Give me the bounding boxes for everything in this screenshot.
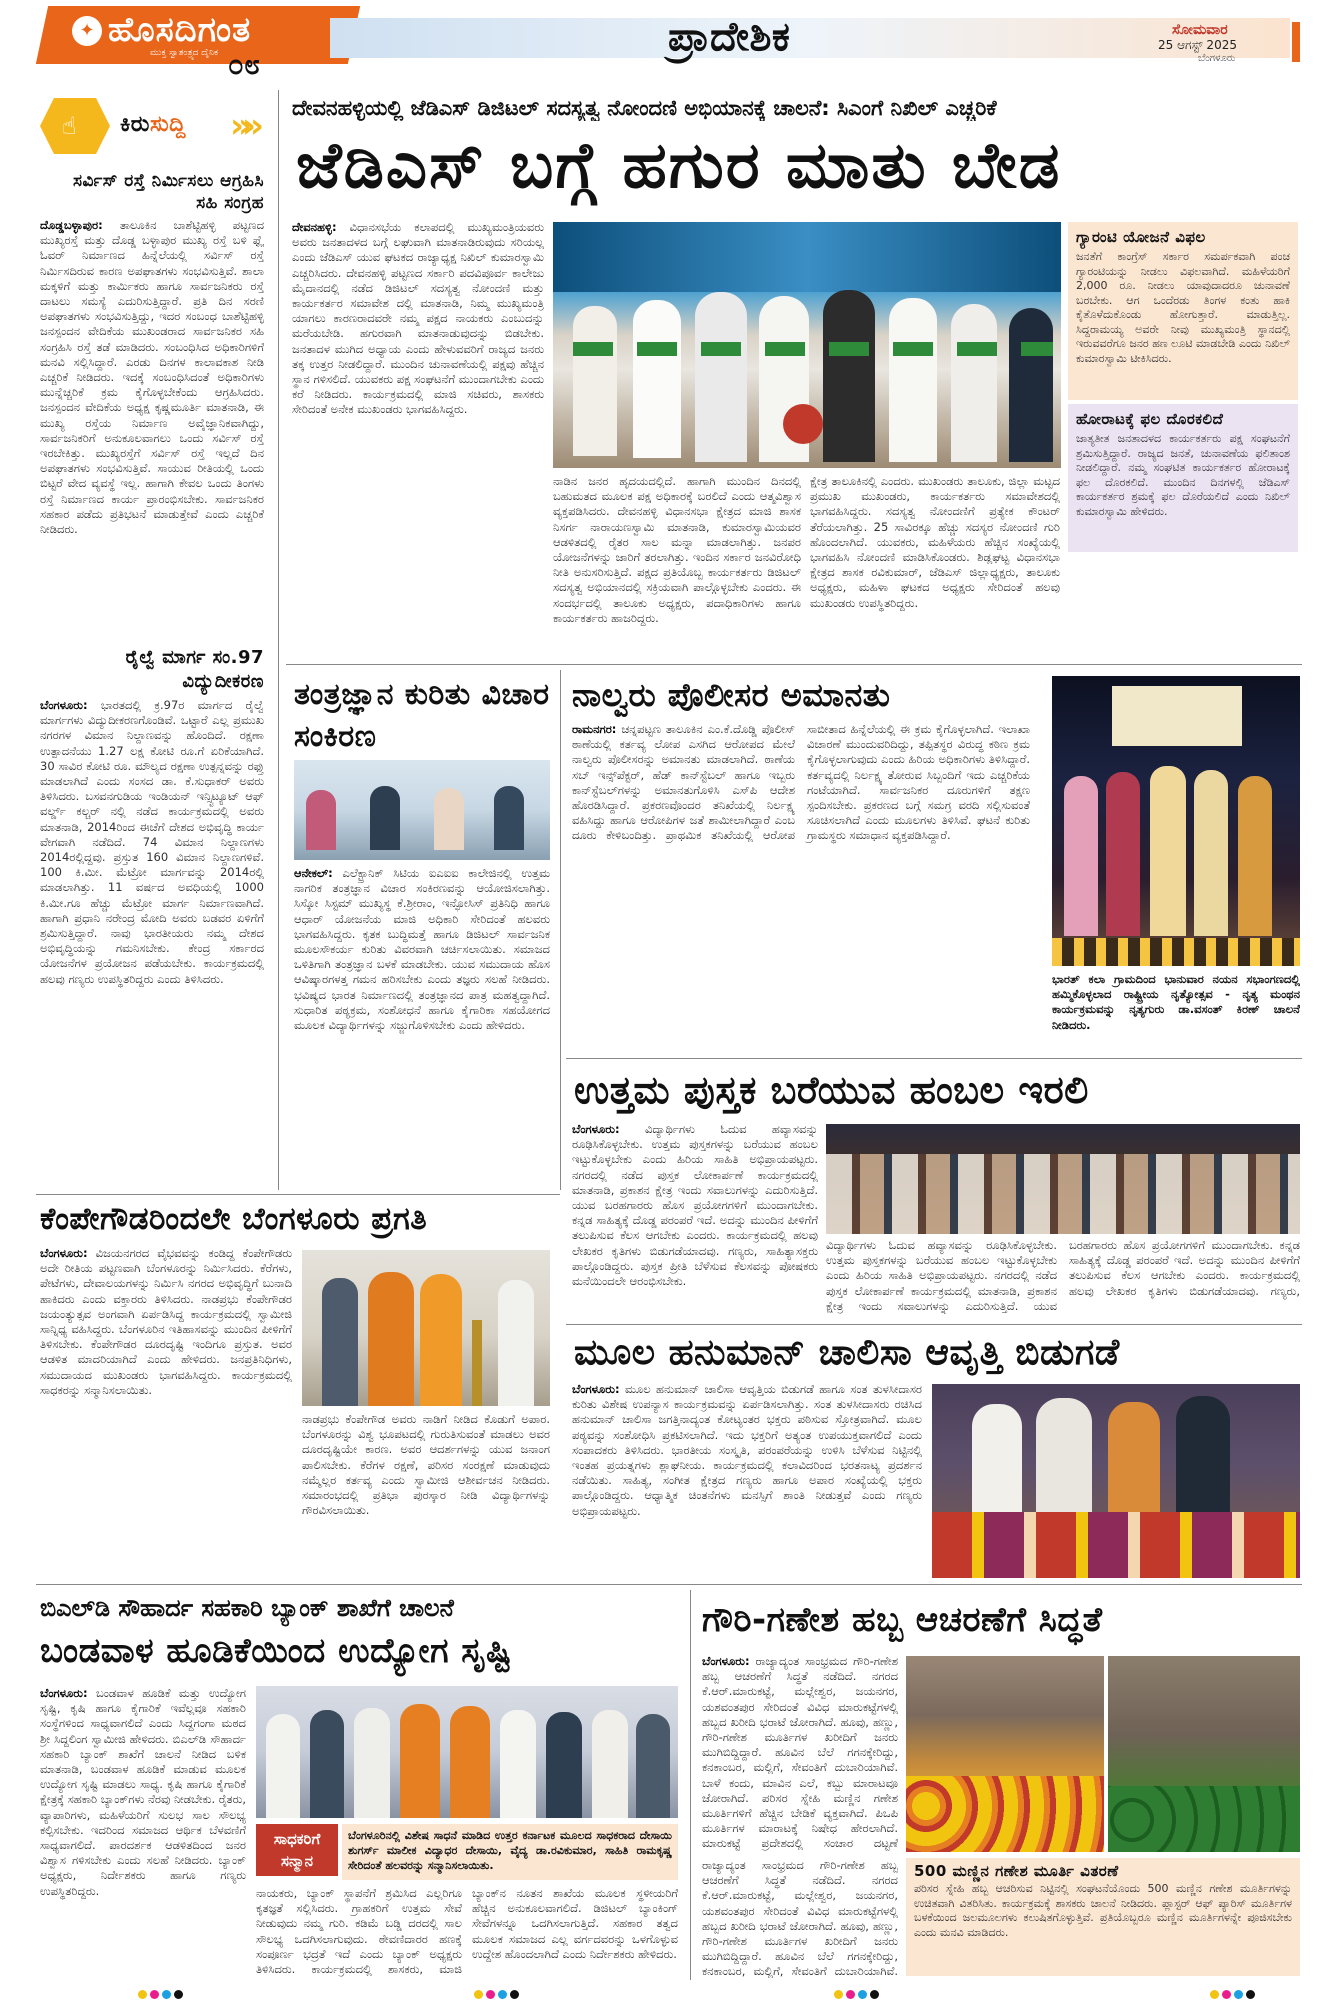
bank-col1 — [40, 1686, 246, 1978]
chevron-right-icon: »» — [230, 106, 254, 146]
police-headline[interactable]: ನಾಲ್ವರು ಪೊಲೀಸರ ಅಮಾನತು — [572, 676, 891, 714]
hanuman-dateline: ಬೆಂಗಳೂರು: — [572, 1382, 620, 1396]
photo-person — [500, 1710, 536, 1818]
photo-stage-lights — [1052, 938, 1300, 966]
photo-swamiji — [420, 1274, 462, 1406]
gauri-headline[interactable]: ಗೌರಿ-ಗಣೇಶ ಹಬ್ಬ ಆಚರಣೆಗೆ ಸಿದ್ಧತೆ — [702, 1600, 1103, 1640]
photo-person — [498, 1280, 534, 1406]
reg-dot — [1234, 1990, 1243, 1999]
brief1-headline[interactable]: ಸರ್ವಿಸ್ ರಸ್ತೆ ನಿರ್ಮಿಸಲು ಆಗ್ರಹಿಸಿ ಸಹಿ ಸಂಗ್ರಹ — [72, 171, 264, 213]
kirusuddi-banner — [40, 98, 262, 154]
masthead — [0, 0, 1338, 80]
kempe-body — [40, 1246, 292, 1576]
book-text: ವಿದ್ಯಾರ್ಥಿಗಳು ಓದುವ ಹವ್ಯಾಸವನ್ನು ರೂಢಿಸಿಕೊಳ್ಳಬೇಕು. ಉತ್ತಮ ಪುಸ್ತಕಗಳನ್ನು ಬರೆಯುವ ಹಂಬಲ ಇಟ್ಟುಕೊಳ್ಳಬೇಕು ಎಂದು ಹಿರಿಯ ಸಾಹಿತಿ ಅಭಿಪ್ರಾಯಪಟ್ಟರು. ನಗರದಲ್ಲಿ ನಡೆದ ಪುಸ್ತಕ ಲೋಕಾರ್ಪಣೆ ಕಾರ್ಯಕ್ರಮದಲ್ಲಿ ಮಾತನಾಡಿ, ಪ್ರಕಾಶನ ಕ್ಷೇತ್ರ ಇಂದು ಸವಾಲುಗಳನ್ನು ಎದುರಿಸುತ್ತಿದೆ. ಯುವ ಬರಹಗಾರರು ಹೊಸ ಪ್ರಯೋಗಗಳಿಗೆ ಮುಂದಾಗಬೇಕು. ಕನ್ನಡ ಸಾಹಿತ್ಯಕ್ಕೆ ದೊಡ್ಡ ಪರಂಪರೆ ಇದೆ. ಅದನ್ನು ಮುಂದಿನ ಪೀಳಿಗೆಗೆ ತಲುಪಿಸುವ ಕೆಲಸ ಆಗಬೇಕು ಎಂದರು. ಕಾರ್ಯಕ್ರಮದಲ್ಲಿ ಹಲವು ಲೇಖಕರ ಕೃತಿಗಳು ಬಿಡುಗಡೆಯಾದವು. ಗಣ್ಯರು, ಸಾಹಿತ್ಯಾಸಕ್ತರು ಪಾಲ್ಗೊಂಡಿದ್ದರು. ಪುಸ್ತಕ ಪ್ರೀತಿ ಬೆಳೆಸುವ ಕೆಲಸವನ್ನು ಪೋಷಕರು ಮನೆಯಿಂದಲೇ ಆರಂಭಿಸಬೇಕು. — [572, 1122, 818, 1289]
book-dateline: ಬೆಂಗಳೂರು: — [572, 1122, 620, 1136]
photo-person — [695, 292, 747, 462]
tagline: ಮುಕ್ತ ಸ್ವಾತಂತ್ರ್ಯದ ದೈನಿಕ — [150, 48, 219, 58]
reg-dot — [474, 1990, 483, 1999]
reg-dot — [174, 1990, 183, 1999]
hand-icon: ☝ — [62, 112, 77, 140]
column-rule — [690, 1590, 691, 1980]
photo-person — [573, 306, 617, 456]
photo-person — [1009, 308, 1053, 462]
photo-person — [636, 1714, 670, 1818]
reg-dot — [150, 1990, 159, 1999]
hanuman-text: ಮೂಲ ಹನುಮಾನ್ ಚಾಲಿಸಾ ಆವೃತ್ತಿಯ ಬಿಡುಗಡೆ ಹಾಗೂ ಸಂತ ತುಳಸೀದಾಸರ ಕುರಿತು ವಿಶೇಷ ಉಪನ್ಯಾಸ ಕಾರ್ಯಕ್ರಮವನ್ನು ಏರ್ಪಡಿಸಲಾಗಿತ್ತು. ಸಂತ ತುಳಸೀದಾಸರು ರಚಿಸಿದ ಹನುಮಾನ್ ಚಾಲಿಸಾ ಜಗತ್ತಿನಾದ್ಯಂತ ಕೋಟ್ಯಂತರ ಭಕ್ತರು ಪಠಿಸುವ ಸ್ತೋತ್ರವಾಗಿದೆ. ಮೂಲ ಪಠ್ಯವನ್ನು ಸಂಶೋಧಿಸಿ ಪ್ರಕಟಿಸಲಾಗಿದೆ. ಇದು ಭಕ್ತರಿಗೆ ಅತ್ಯಂತ ಉಪಯುಕ್ತವಾಗಲಿದೆ ಎಂದು ಸಂಪಾದಕರು ತಿಳಿಸಿದರು. ಭಾರತೀಯ ಸಂಸ್ಕೃತಿ, ಪರಂಪರೆಯನ್ನು ಉಳಿಸಿ ಬೆಳೆಸುವ ನಿಟ್ಟಿನಲ್ಲಿ ಇಂತಹ ಪ್ರಯತ್ನಗಳು ಶ್ಲಾಘನೀಯ. ಕಾರ್ಯಕ್ರಮದಲ್ಲಿ ಕಲಾವಿದರಿಂದ ಭರತನಾಟ್ಯ ಪ್ರದರ್ಶನ ನಡೆಯಿತು. ಸಾಹಿತ್ಯ, ಸಂಗೀತ ಕ್ಷೇತ್ರದ ಗಣ್ಯರು ಹಾಗೂ ಅಪಾರ ಸಂಖ್ಯೆಯಲ್ಲಿ ಭಕ್ತರು ಪಾಲ್ಗೊಂಡಿದ್ದರು. ಆಧ್ಯಾತ್ಮಿಕ ಚಿಂತನೆಗಳು ಮನಸ್ಸಿಗೆ ಶಾಂತಿ ನೀಡುತ್ತವೆ ಎಂದು ಗಣ್ಯರು ಅಭಿಪ್ರಾಯಪಟ್ಟರು. — [572, 1382, 922, 1518]
section-title: ಪ್ರಾದೇಶಿಕ — [668, 14, 791, 60]
lead-kicker[interactable]: ದೇವನಹಳ್ಳಿಯಲ್ಲಿ ಜೆಡಿಎಸ್ ಡಿಜಿಟಲ್ ಸದಸ್ಯತ್ವ ನೋಂದಣಿ ಅಭಿಯಾನಕ್ಕೆ ಚಾಲನೆ: ಸಿಎಂಗೆ ನಿಖಿಲ್ ಎಚ್ಚರಿಕೆ — [292, 96, 997, 120]
lead-dateline: ದೇವನಹಳ್ಳಿ: — [292, 220, 337, 234]
reg-dot — [1246, 1990, 1255, 1999]
gauri-fruit-photo — [1108, 1656, 1300, 1852]
color-registration-marks — [138, 1990, 183, 1999]
brief2-text: ಭಾರತದಲ್ಲಿ ಕ್ರ.97ರ ಮಾರ್ಗದ ರೈಲ್ವೆ ಮಾರ್ಗಗಳು ವಿದ್ಯುದೀಕರಣಗೊಂಡಿವೆ. ಒಟ್ಟಾರೆ ಎಲ್ಲ ಪ್ರಮುಖ ನಗರಗಳ ವಿಮಾನ ನಿಲ್ದಾಣವನ್ನು ಹೊಂದಿದೆ. ರಕ್ಷಣಾ ಉತ್ಪಾದನೆಯು 1.27 ಲಕ್ಷ ಕೋಟಿ ರೂ.ಗೆ ಏರಿಕೆಯಾಗಿದೆ. 30 ಸಾವಿರ ಕೋಟಿ ರೂ. ಮೌಲ್ಯದ ರಕ್ಷಣಾ ಉತ್ಪನ್ನವನ್ನು ರಫ್ತು ಮಾಡಲಾಗಿದೆ ಎಂದು ಸಂಸದ ಡಾ. ಕೆ.ಸುಧಾಕರ್ ಅವರು ತಿಳಿಸಿದರು. ಬಸವನಗುಡಿಯ ಇಂಡಿಯನ್ ಇನ್ಸ್ಟಿಟ್ಯೂಟ್ ಆಫ್ ವರ್ಲ್ಡ್ ಕಲ್ಚರ್ ನಲ್ಲಿ ನಡೆದ ಕಾರ್ಯಕ್ರಮದಲ್ಲಿ ಅವರು ಮಾತನಾಡಿ, 2014ರಿಂದ ಈಚೆಗೆ ದೇಶದ ಅಭಿವೃದ್ಧಿ ಕಾರ್ಯ ವೇಗವಾಗಿ ನಡೆದಿದೆ. 74 ವಿಮಾನ ನಿಲ್ದಾಣಗಳು 2014ರಲ್ಲಿದ್ದವು. ಪ್ರಸ್ತುತ 160 ವಿಮಾನ ನಿಲ್ದಾಣಗಳಿವೆ. 100 ಕಿ.ಮೀ. ಮೆಟ್ರೋ ಮಾರ್ಗವನ್ನು 2014ರಲ್ಲಿ ಮಾಡಲಾಗಿತ್ತು. 11 ವರ್ಷದ ಅವಧಿಯಲ್ಲಿ 1000 ಕಿ.ಮೀ.ಗೂ ಹೆಚ್ಚು ಮೆಟ್ರೋ ಮಾರ್ಗ ನಿರ್ಮಾಣವಾಗಿದೆ. ಹಾಗಾಗಿ ಪ್ರಧಾನಿ ನರೇಂದ್ರ ಮೋದಿ ಅವರು ಬಡವರ ಏಳಿಗೆಗೆ ಶ್ರಮಿಸುತ್ತಿದ್ದಾರೆ. ನಾವು ಭಾರತೀಯರು ನಮ್ಮ ದೇಶದ ಅಭಿವೃದ್ಧಿಯನ್ನು ಗಮನಿಸಬೇಕು. ಕೇಂದ್ರ ಸರ್ಕಾರದ ಯೋಜನೆಗಳ ಪ್ರಯೋಜನ ಪಡೆಯಬೇಕು. ಕಾರ್ಯಕ್ರಮದಲ್ಲಿ ಹಲವು ಗಣ್ಯರು ಉಪಸ್ಥಿತರಿದ್ದರು ಎಂದು ತಿಳಿಸಿದರು. — [40, 698, 264, 986]
police-text: ಚನ್ನಪಟ್ಟಣ ತಾಲೂಕಿನ ಎಂ.ಕೆ.ದೊಡ್ಡಿ ಪೊಲೀಸ್ ಠಾಣೆಯಲ್ಲಿ ಕರ್ತವ್ಯ ಲೋಪ ಎಸಗಿದ ಆರೋಪದ ಮೇಲೆ ನಾಲ್ವರು ಪೊಲೀಸರನ್ನು ಅಮಾನತು ಮಾಡಲಾಗಿದೆ. ಠಾಣೆಯ ಸಬ್ ಇನ್ಸ್‌ಪೆಕ್ಟರ್, ಹೆಡ್ ಕಾನ್‌ಸ್ಟೆಬಲ್ ಹಾಗೂ ಇಬ್ಬರು ಕಾನ್‌ಸ್ಟೆಬಲ್‌ಗಳನ್ನು ಅಮಾನತುಗೊಳಿಸಿ ಎಸ್‌ಪಿ ಆದೇಶ ಹೊರಡಿಸಿದ್ದಾರೆ. ಪ್ರಕರಣವೊಂದರ ತನಿಖೆಯಲ್ಲಿ ನಿರ್ಲಕ್ಷ್ಯ ವಹಿಸಿದ್ದು ಹಾಗೂ ಆರೋಪಿಗಳ ಜತೆ ಶಾಮೀಲಾಗಿದ್ದಾರೆ ಎಂಬ ದೂರು ಕೇಳಿಬಂದಿತ್ತು. ಪ್ರಾಥಮಿಕ ತನಿಖೆಯಲ್ಲಿ ಆರೋಪ ಸಾಬೀತಾದ ಹಿನ್ನೆಲೆಯಲ್ಲಿ ಈ ಕ್ರಮ ಕೈಗೊಳ್ಳಲಾಗಿದೆ. ಇಲಾಖಾ ವಿಚಾರಣೆ ಮುಂದುವರಿದಿದ್ದು, ತಪ್ಪಿತಸ್ಥರ ವಿರುದ್ಧ ಕಠಿಣ ಕ್ರಮ ಕೈಗೊಳ್ಳಲಾಗುವುದು ಎಂದು ಹಿರಿಯ ಅಧಿಕಾರಿಗಳು ತಿಳಿಸಿದ್ದಾರೆ. ಕರ್ತವ್ಯದಲ್ಲಿ ನಿರ್ಲಕ್ಷ್ಯ ತೋರುವ ಸಿಬ್ಬಂದಿಗೆ ಇದು ಎಚ್ಚರಿಕೆಯ ಗಂಟೆಯಾಗಿದೆ. ಸಾರ್ವಜನಿಕರ ದೂರುಗಳಿಗೆ ತಕ್ಷಣ ಸ್ಪಂದಿಸಬೇಕು. ಪ್ರಕರಣದ ಬಗ್ಗೆ ಸಮಗ್ರ ವರದಿ ಸಲ್ಲಿಸುವಂತೆ ಸೂಚಿಸಲಾಗಿದೆ ಎಂದು ಮೂಲಗಳು ತಿಳಿಸಿವೆ. ಘಟನೆ ಕುರಿತು ಗ್ರಾಮಸ್ಥರು ಸಮಾಧಾನ ವ್ಯಕ್ತಪಡಿಸಿದ್ದಾರೆ. — [572, 722, 1030, 843]
bank-col2: ನಾಯಕರು, ಬ್ಯಾಂಕ್ ಸ್ಥಾಪನೆಗೆ ಶ್ರಮಿಸಿದ ಎಲ್ಲರಿಗೂ ಕೃತಜ್ಞತೆ ಸಲ್ಲಿಸಿದರು. ಗ್ರಾಹಕರಿಗೆ ಉತ್ತಮ ಸೇವೆ ನೀಡುವುದು ನಮ್ಮ ಗುರಿ. ಕಡಿಮೆ ಬಡ್ಡಿ ದರದಲ್ಲಿ ಸಾಲ ಸೌಲಭ್ಯ ಒದಗಿಸಲಾಗುವುದು. ಠೇವಣಿದಾರರ ಹಣಕ್ಕೆ ಸಂಪೂರ್ಣ ಭದ್ರತೆ ಇದೆ ಎಂದು ಬ್ಯಾಂಕ್ ಅಧ್ಯಕ್ಷರು ತಿಳಿಸಿದರು. ಕಾರ್ಯಕ್ರಮದಲ್ಲಿ ಶಾಸಕರು, ಮಾಜಿ — [256, 1886, 462, 1977]
hanuman-photo — [932, 1384, 1300, 1578]
tech-body — [294, 866, 550, 1188]
reg-dot — [1210, 1990, 1219, 1999]
weekday: ಸೋಮವಾರ — [1172, 22, 1228, 38]
reg-dot — [846, 1990, 855, 1999]
reg-dot — [834, 1990, 843, 1999]
issue-date: 25 ಆಗಸ್ಟ್ 2025 — [1158, 38, 1237, 52]
brief1-text: ತಾಲೂಕಿನ ಬಾಶೆಟ್ಟಿಹಳ್ಳಿ ಪಟ್ಟಣದ ಮುಖ್ಯರಸ್ತೆ ಮತ್ತು ದೊಡ್ಡ ಬಳ್ಳಾಪುರ ಮುಖ್ಯ ರಸ್ತೆ ಬಳಿ ಫ್ಲೈ ಓವರ್ ನಿರ್ಮಾಣದ ಹಿನ್ನೆಲೆಯಲ್ಲಿ ಸರ್ವಿಸ್ ರಸ್ತೆ ನಿರ್ಮಿಸದಿರುವ ಕಾರಣ ಅಪಘಾತಗಳು ಸಂಭವಿಸುತ್ತಿವೆ. ಶಾಲಾ ಮಕ್ಕಳಿಗೆ ಮತ್ತು ಕಾರ್ಮಿಕರು ಹಾಗೂ ಸಾರ್ವಜನಿಕರು ರಸ್ತೆ ದಾಟಲು ಸಮಸ್ಯೆ ಎದುರಿಸುತ್ತಿದ್ದಾರೆ. ಪ್ರತಿ ದಿನ ಸರಣಿ ಅಪಘಾತಗಳು ಸಂಭವಿಸುತ್ತಿದ್ದು, ಇದರ ಸಂಬಂಧ ಬಾಶೆಟ್ಟಿಹಳ್ಳಿ ಜನಸ್ಪಂದನ ವೇದಿಕೆಯ ಮುಖಂಡರಾದ ಸಾರ್ವಜನಿಕರ ಸಹಿ ಸಂಗ್ರಹಿಸಿ ರಸ್ತೆ ತಡೆ ಮಾಡಿದರು. ಸಂಬಂಧಿಸಿದ ಅಧಿಕಾರಿಗಳಿಗೆ ಮನವಿ ಸಲ್ಲಿಸಿದ್ದಾರೆ. ಎರಡು ದಿನಗಳ ಕಾಲಾವಕಾಶ ನೀಡಿ ಎಚ್ಚರಿಕೆ ನೀಡಿದರು. ಇದಕ್ಕೆ ಸಂಬಂಧಿಸಿದಂತೆ ಅಧಿಕಾರಿಗಳು ಮುನ್ನೆಚ್ಚರಿಕೆ ಕ್ರಮ ಕೈಗೊಳ್ಳಬೇಕೆಂದು ಆಗ್ರಹಿಸಿದರು. ಜನಸ್ಪಂದನ ವೇದಿಕೆಯ ಅಧ್ಯಕ್ಷ ಕೃಷ್ಣಮೂರ್ತಿ ಮಾತನಾಡಿ, ಈ ಮುಖ್ಯ ರಸ್ತೆಯ ನಿರ್ಮಾಣ ಅವೈಜ್ಞಾನಿಕವಾಗಿದ್ದು, ಸಾರ್ವಜನಿಕರಿಗೆ ಅನುಕೂಲವಾಗಲು ಒಂದು ಸರ್ವಿಸ್ ರಸ್ತೆ ಇರಬೇಕಿತ್ತು. ಮುಖ್ಯರಸ್ತೆಗೆ ಸರ್ವಿಸ್ ರಸ್ತೆ ಇಲ್ಲದೆ ದಿನ ಅಪಘಾತಗಳು ಸಂಭವಿಸುತ್ತಿವೆ. ಸಾಯುವ ರೀತಿಯಲ್ಲಿ ಒಂದು ಬಿಟ್ಟರೆ ವೇದ ವ್ಯವಸ್ಥೆ ಇಲ್ಲ. ಹಾಗಾಗಿ ಕೇವಲ ಒಂದು ತಿಂಗಳು ರಸ್ತೆ ನಿರ್ಮಾಣದ ಕಾರ್ಯ ಪ್ರಾರಂಭಿಸಬೇಕು. ಸಾರ್ವಜನಿಕರ ಸಹಕಾರ ಪಡೆದು ಪ್ರತಿಭಟನೆ ಮಾಡುತ್ತೇವೆ ಎಂದು ಎಚ್ಚರಿಕೆ ನೀಡಿದರು. — [40, 218, 264, 537]
photo-person — [889, 298, 937, 462]
kempe-text: ವಿಜಯನಗರದ ವೈಭವವನ್ನು ಕಂಡಿದ್ದ ಕೆಂಪೇಗೌಡರು ಅದೇ ರೀತಿಯ ಪಟ್ಟಣವಾಗಿ ಬೆಂಗಳೂರನ್ನು ನಿರ್ಮಿಸಿದರು. ಕೆರೆಗಳು, ಪೇಟೆಗಳು, ದೇವಾಲಯಗಳನ್ನು ನಿರ್ಮಿಸಿ ನಗರದ ಅಭಿವೃದ್ಧಿಗೆ ಬುನಾದಿ ಹಾಕಿದರು ಎಂದು ವಕ್ತಾರರು ತಿಳಿಸಿದರು. ನಾಡಪ್ರಭು ಕೆಂಪೇಗೌಡರ ಜಯಂತ್ಯುತ್ಸವ ಅಂಗವಾಗಿ ಏರ್ಪಡಿಸಿದ್ದ ಕಾರ್ಯಕ್ರಮದಲ್ಲಿ ಸ್ವಾಮೀಜಿ ಸಾನ್ನಿಧ್ಯ ವಹಿಸಿದ್ದರು. ಬೆಂಗಳೂರಿನ ಇತಿಹಾಸವನ್ನು ಮುಂದಿನ ಪೀಳಿಗೆಗೆ ತಿಳಿಸಬೇಕು. ಕೆಂಪೇಗೌಡರ ದೂರದೃಷ್ಟಿ ಇಂದಿಗೂ ಪ್ರಸ್ತುತ. ಅವರ ಆಡಳಿತ ಮಾದರಿಯಾಗಿದೆ ಎಂದು ಹೇಳಿದರು. ಜನಪ್ರತಿನಿಧಿಗಳು, ಸಮುದಾಯದ ಮುಖಂಡರು ಭಾಗವಹಿಸಿದ್ದರು. ಕಾರ್ಯಕ್ರಮದಲ್ಲಿ ಸಾಧಕರನ್ನು ಸನ್ಮಾನಿಸಲಾಯಿತು. — [40, 1246, 292, 1397]
row-rule — [566, 1324, 1302, 1325]
photo-crowd — [826, 1154, 1300, 1234]
lead-headline[interactable]: ಜೆಡಿಎಸ್ ಬಗ್ಗೆ ಹಗುರ ಮಾತು ಬೇಡ — [296, 129, 1062, 203]
photo-panelist — [434, 788, 464, 850]
photo-person — [266, 1714, 300, 1818]
lead-col1-text: ವಿಧಾನಸಭೆಯ ಕಲಾಪದಲ್ಲಿ ಮುಖ್ಯಮಂತ್ರಿಯವರು ಅವರು ಜನತಾದಳದ ಬಗ್ಗೆ ಲಘುವಾಗಿ ಮಾತನಾಡಿರುವುದು ಸರಿಯಲ್ಲ ಎಂದು ಜೆಡಿಎಸ್ ಯುವ ಘಟಕದ ರಾಜ್ಯಾಧ್ಯಕ್ಷ ನಿಖಿಲ್ ಕುಮಾರಸ್ವಾಮಿ ಎಚ್ಚರಿಸಿದರು. ದೇವನಹಳ್ಳಿ ಪಟ್ಟಣದ ಸರ್ಕಾರಿ ಪದವಿಪೂರ್ವ ಕಾಲೇಜು ಮೈದಾನದಲ್ಲಿ ನಡೆದ ಡಿಜಿಟಲ್ ಸದಸ್ಯತ್ವ ನೋಂದಣಿ ಮತ್ತು ಕಾರ್ಯಕರ್ತರ ಸಮಾವೇಶ ದಲ್ಲಿ ಮಾತನಾಡಿ, ನಿಮ್ಮ ಮುಖ್ಯಮಂತ್ರಿ ಯಾಗಲು ಕಾರಣರಾದವರೇ ನಮ್ಮ ಪಕ್ಷದ ನಾಯಕರು ಎಂಬುದನ್ನು ಮರೆಯಬೇಡಿ. ಹಗುರವಾಗಿ ಮಾತನಾಡುವುದನ್ನು ಬಿಡಬೇಕು. ಜನತಾದಳ ಮುಗಿದ ಅಧ್ಯಾಯ ಎಂದು ಹೇಳುವವರಿಗೆ ರಾಜ್ಯದ ಜನರು ತಕ್ಕ ಉತ್ತರ ನೀಡಲಿದ್ದಾರೆ. ಮುಂದಿನ ಚುನಾವಣೆಯಲ್ಲಿ ಪಕ್ಷವು ಹೆಚ್ಚಿನ ಸ್ಥಾನ ಗಳಿಸಲಿದೆ. ಯುವಕರು ಪಕ್ಷ ಸಂಘಟನೆಗೆ ಮುಂದಾಗಬೇಕು ಎಂದು ಕರೆ ನೀಡಿದರು. ಕಾರ್ಯಕ್ರಮದಲ್ಲಿ ಮಾಜಿ ಸಚಿವರು, ಶಾಸಕರು ಸೇರಿದಂತೆ ಅನೇಕ ಮುಖಂಡರು ಭಾಗವಹಿಸಿದ್ದರು. — [292, 220, 544, 417]
lead-col2: ನಾಡಿನ ಜನರ ಹೃದಯದಲ್ಲಿದೆ. ಹಾಗಾಗಿ ಮುಂದಿನ ದಿನದಲ್ಲಿ ಬಹುಮತದ ಮೂಲಕ ಪಕ್ಷ ಅಧಿಕಾರಕ್ಕೆ ಬರಲಿದೆ ಎಂದು ಆತ್ಮವಿಶ್ವಾಸ ವ್ಯಕ್ತಪಡಿಸಿದರು. ದೇವನಹಳ್ಳಿ ವಿಧಾನಸಭಾ ಕ್ಷೇತ್ರದ ಮಾಜಿ ಶಾಸಕ ನಿಸರ್ಗ ನಾರಾಯಣಸ್ವಾಮಿ ಮಾತನಾಡಿ, ಕುಮಾರಸ್ವಾಮಿಯವರ ಆಡಳಿತದಲ್ಲಿ ರೈತರ ಸಾಲ ಮನ್ನಾ ಮಾಡಲಾಗಿತ್ತು. ಜನಪರ ಯೋಜನೆಗಳನ್ನು ಜಾರಿಗೆ ತರಲಾಗಿತ್ತು. ಇಂದಿನ ಸರ್ಕಾರ ಜನವಿರೋಧಿ ನೀತಿ ಅನುಸರಿಸುತ್ತಿದೆ. ಪಕ್ಷದ ಪ್ರತಿಯೊಬ್ಬ ಕಾರ್ಯಕರ್ತರು ಡಿಜಿಟಲ್ ಸದಸ್ಯತ್ವ ಅಭಿಯಾನದಲ್ಲಿ ಸಕ್ರಿಯವಾಗಿ ಪಾಲ್ಗೊಳ್ಳಬೇಕು ಎಂದರು. ಈ ಸಂದರ್ಭದಲ್ಲಿ ತಾಲೂಕು ಅಧ್ಯಕ್ಷರು, ಪದಾಧಿಕಾರಿಗಳು ಹಾಗೂ ಕಾರ್ಯಕರ್ತರು ಹಾಜರಿದ್ದರು. — [553, 474, 801, 625]
gauri-body-cont — [702, 1858, 898, 1978]
gauri-box — [906, 1858, 1300, 1976]
book-body-cont — [826, 1238, 1300, 1322]
photo-person — [1108, 1402, 1160, 1514]
photo-backdrop — [1112, 686, 1242, 746]
gauri-market-photo — [906, 1656, 1104, 1852]
brief2-dateline: ಬೆಂಗಳೂರು: — [40, 698, 88, 712]
book-text-cont: ವಿದ್ಯಾರ್ಥಿಗಳು ಓದುವ ಹವ್ಯಾಸವನ್ನು ರೂಢಿಸಿಕೊಳ್ಳಬೇಕು. ಉತ್ತಮ ಪುಸ್ತಕಗಳನ್ನು ಬರೆಯುವ ಹಂಬಲ ಇಟ್ಟುಕೊಳ್ಳಬೇಕು ಎಂದು ಹಿರಿಯ ಸಾಹಿತಿ ಅಭಿಪ್ರಾಯಪಟ್ಟರು. ನಗರದಲ್ಲಿ ನಡೆದ ಪುಸ್ತಕ ಲೋಕಾರ್ಪಣೆ ಕಾರ್ಯಕ್ರಮದಲ್ಲಿ ಮಾತನಾಡಿ, ಪ್ರಕಾಶನ ಕ್ಷೇತ್ರ ಇಂದು ಸವಾಲುಗಳನ್ನು ಎದುರಿಸುತ್ತಿದೆ. ಯುವ ಬರಹಗಾರರು ಹೊಸ ಪ್ರಯೋಗಗಳಿಗೆ ಮುಂದಾಗಬೇಕು. ಕನ್ನಡ ಸಾಹಿತ್ಯಕ್ಕೆ ದೊಡ್ಡ ಪರಂಪರೆ ಇದೆ. ಅದನ್ನು ಮುಂದಿನ ಪೀಳಿಗೆಗೆ ತಲುಪಿಸುವ ಕೆಲಸ ಆಗಬೇಕು ಎಂದರು. ಕಾರ್ಯಕ್ರಮದಲ್ಲಿ ಹಲವು ಲೇಖಕರ ಕೃತಿಗಳು ಬಿಡುಗಡೆಯಾದವು. ಗಣ್ಯರು, — [826, 1238, 1300, 1313]
photo-person — [1036, 1398, 1092, 1514]
side2-body: ಜಾತ್ಯತೀತ ಜನತಾದಳದ ಕಾರ್ಯಕರ್ತರು ಪಕ್ಷ ಸಂಘಟನೆಗೆ ಶ್ರಮಿಸುತ್ತಿದ್ದಾರೆ. ರಾಜ್ಯದ ಜನತೆ, ಚುನಾವಣೆಯ ಫಲಿತಾಂಶ ನೀಡಲಿದ್ದಾರೆ. ನಮ್ಮ ಸಂಘಟಿತ ಕಾರ್ಯಕರ್ತರ ಹೋರಾಟಕ್ಕೆ ಫಲ ದೊರಕಲಿದೆ. ಮುಂದಿನ ದಿನಗಳಲ್ಲಿ ಜೆಡಿಎಸ್ ಕಾರ್ಯಕರ್ತರ ಶ್ರಮಕ್ಕೆ ಫಲ ದೊರೆಯಲಿದೆ ಎಂದು ನಿಖಿಲ್ ಕುಮಾರಸ್ವಾಮಿ ಹೇಳಿದರು. — [1076, 432, 1290, 518]
photo-dancers — [932, 1512, 1300, 1578]
photo-person — [951, 304, 997, 462]
bank-col3: ಬ್ಯಾಂಕ್‌ನ ನೂತನ ಶಾಖೆಯ ಮೂಲಕ ಸ್ಥಳೀಯರಿಗೆ ಹೆಚ್ಚಿನ ಅನುಕೂಲವಾಗಲಿದೆ. ಡಿಜಿಟಲ್ ಬ್ಯಾಂಕಿಂಗ್ ಸೇವೆಗಳನ್ನೂ ಒದಗಿಸಲಾಗುತ್ತಿದೆ. ಸಹಕಾರ ತತ್ವದ ಮೂಲಕ ಸಮಾಜದ ಎಲ್ಲ ವರ್ಗದವರನ್ನು ಒಳಗೊಳ್ಳುವ ಉದ್ದೇಶ ಹೊಂದಲಾಗಿದೆ ಎಂದು ನಿರ್ದೇಶಕರು ಹೇಳಿದರು. — [472, 1886, 678, 1961]
photo-person — [1106, 772, 1140, 936]
photo-person — [310, 1710, 344, 1818]
photo-person — [972, 1404, 1022, 1514]
brief1-body — [40, 218, 264, 640]
tech-headline[interactable]: ತಂತ್ರಜ್ಞಾನ ಕುರಿತು ವಿಚಾರ ಸಂಕಿರಣ — [294, 677, 550, 754]
reg-dot — [138, 1990, 147, 1999]
reg-dot — [498, 1990, 507, 1999]
bank-kicker[interactable]: ಬಿಎಲ್‌ಡಿ ಸೌಹಾರ್ದ ಸಹಕಾರಿ ಬ್ಯಾಂಕ್ ಶಾಖೆಗೆ ಚಾಲನೆ — [40, 1594, 454, 1622]
logo-icon: ✦ — [72, 16, 102, 46]
reg-dot — [486, 1990, 495, 1999]
dance-photo — [1052, 676, 1300, 966]
hanuman-headline[interactable]: ಮೂಲ ಹನುಮಾನ್ ಚಾಲಿಸಾ ಆವೃತ್ತಿ ಬಿಡುಗಡೆ — [574, 1332, 1120, 1373]
section-band — [330, 18, 1290, 58]
police-body — [572, 722, 1030, 1052]
bank-col1-text: ಬಂಡವಾಳ ಹೂಡಿಕೆ ಮತ್ತು ಉದ್ಯೋಗ ಸೃಷ್ಟಿ, ಕೃಷಿ ಹಾಗೂ ಕೈಗಾರಿಕೆ ಇವೆಲ್ಲವೂ ಸಹಕಾರಿ ಸಂಸ್ಥೆಗಳಿಂದ ಸಾಧ್ಯವಾಗಲಿದೆ ಎಂದು ಸಿದ್ದಗಂಗಾ ಮಠದ ಶ್ರೀ ಸಿದ್ದಲಿಂಗ ಸ್ವಾಮೀಜಿ ಹೇಳಿದರು. ಬಿಎಲ್‌ಡಿ ಸೌಹಾರ್ದ ಸಹಕಾರಿ ಬ್ಯಾಂಕ್ ಶಾಖೆಗೆ ಚಾಲನೆ ನೀಡಿದ ಬಳಿಕ ಮಾತನಾಡಿ, ಬಂಡವಾಳ ಹೂಡಿಕೆ ಮಾಡುವ ಮೂಲಕ ಉದ್ಯೋಗ ಸೃಷ್ಟಿ ಮಾಡಲು ಸಾಧ್ಯ. ಕೃಷಿ ಹಾಗೂ ಕೈಗಾರಿಕೆ ಕ್ಷೇತ್ರಕ್ಕೆ ಸಹಕಾರಿ ಬ್ಯಾಂಕ್‌ಗಳು ನೆರವು ನೀಡಬೇಕು. ರೈತರು, ವ್ಯಾಪಾರಿಗಳು, ಮಹಿಳೆಯರಿಗೆ ಸುಲಭ ಸಾಲ ಸೌಲಭ್ಯ ಕಲ್ಪಿಸಬೇಕು. ಇದರಿಂದ ಸಮಾಜದ ಆರ್ಥಿಕ ಬೆಳವಣಿಗೆ ಸಾಧ್ಯವಾಗಲಿದೆ. ಪಾರದರ್ಶಕ ಆಡಳಿತದಿಂದ ಜನರ ವಿಶ್ವಾಸ ಗಳಿಸಬೇಕು ಎಂದು ಸಲಹೆ ನೀಡಿದರು. ಬ್ಯಾಂಕ್ ಅಧ್ಯಕ್ಷರು, ನಿರ್ದೇಶಕರು ಹಾಗೂ ಗಣ್ಯರು ಉಪಸ್ಥಿತರಿದ್ದರು. — [40, 1686, 246, 1898]
kirusuddi-label-a: ಕಿರು — [120, 112, 150, 137]
photo-flowers — [783, 404, 823, 444]
orange-edge-bar — [1292, 22, 1300, 62]
dance-caption: ಭಾರತ್ ಕಲಾ ಗ್ರಾಮದಿಂದ ಭಾನುವಾರ ನಯನ ಸಭಾಂಗಣದಲ್ಲಿ ಹಮ್ಮಿಕೊಳ್ಳಲಾದ ರಾಷ್ಟ್ರೀಯ ನೃತ್ಯೋತ್ಸವ - ನೃತ್ಯ ಮಂಥನ ಕಾರ್ಯಕ್ರಮವನ್ನು ನೃತ್ಯಗುರು ಡಾ.ವಸಂತ್ ಕಿರಣ್ ಚಾಲನೆ ನೀಡಿದರು. — [1052, 972, 1300, 1032]
column-rule — [560, 670, 561, 1190]
kempe-headline[interactable]: ಕೆಂಪೇಗೌಡರಿಂದಲೇ ಬೆಂಗಳೂರು ಪ್ರಗತಿ — [40, 1201, 428, 1237]
gauri-dateline: ಬೆಂಗಳೂರು: — [702, 1654, 750, 1668]
side-tail-text — [1068, 558, 1298, 656]
side1-headline[interactable]: ಗ್ಯಾರಂಟಿ ಯೋಜನೆ ವಿಫಲ — [1076, 228, 1206, 246]
row-rule — [36, 1194, 560, 1195]
gauri-box-body: ಪರಿಸರ ಸ್ನೇಹಿ ಹಬ್ಬ ಆಚರಿಸುವ ನಿಟ್ಟಿನಲ್ಲಿ ಸಂಘಟನೆಯೊಂದು 500 ಮಣ್ಣಿನ ಗಣೇಶ ಮೂರ್ತಿಗಳನ್ನು ಉಚಿತವಾಗಿ ವಿತರಿಸಿತು. ಕಾರ್ಯಕ್ರಮಕ್ಕೆ ಶಾಸಕರು ಚಾಲನೆ ನೀಡಿದರು. ಪ್ಲಾಸ್ಟರ್ ಆಫ್ ಪ್ಯಾರಿಸ್ ಮೂರ್ತಿಗಳ ಬಳಕೆಯಿಂದ ಜಲಮೂಲಗಳು ಕಲುಷಿತಗೊಳ್ಳುತ್ತಿವೆ. ಪ್ರತಿಯೊಬ್ಬರೂ ಮಣ್ಣಿನ ಮೂರ್ತಿಗಳನ್ನೇ ಪೂಜಿಸಬೇಕು ಎಂದು ಮನವಿ ಮಾಡಿದರು. — [914, 1882, 1292, 1939]
photo-green-scarves — [573, 342, 1053, 356]
tech-text: ಎಲೆಕ್ಟ್ರಾನಿಕ್ ಸಿಟಿಯ ಐಎಐಐ ಕಾಲೇಜಿನಲ್ಲಿ ಉತ್ತಮ ನಾಗರಿಕ ತಂತ್ರಜ್ಞಾನ ವಿಚಾರ ಸಂಕಿರಣವನ್ನು ಆಯೋಜಿಸಲಾಗಿತ್ತು. ಸಿಸ್ಕೋ ಸಿಸ್ಟಮ್ ಮುಖ್ಯಸ್ಥ ಕೆ.ಶ್ರೀರಾಂ, ಇನ್ಫೋಸಿಸ್ ಪ್ರತಿನಿಧಿ ಹಾಗೂ ಆಧಾರ್ ಯೋಜನೆಯ ಮಾಜಿ ಅಧಿಕಾರಿ ಸೇರಿದಂತೆ ಹಲವರು ಭಾಗವಹಿಸಿದ್ದರು. ಕೃತಕ ಬುದ್ಧಿಮತ್ತೆ ಹಾಗೂ ಡಿಜಿಟಲ್ ಸಾರ್ವಜನಿಕ ಮೂಲಸೌಕರ್ಯ ಕುರಿತು ವಿವರವಾಗಿ ಚರ್ಚಿಸಲಾಯಿತು. ಸಮಾಜದ ಒಳಿತಿಗಾಗಿ ತಂತ್ರಜ್ಞಾನ ಬಳಕೆ ಮಾಡಬೇಕು. ಯುವ ಸಮುದಾಯ ಹೊಸ ಆವಿಷ್ಕಾರಗಳತ್ತ ಗಮನ ಹರಿಸಬೇಕು ಎಂದು ತಜ್ಞರು ಸಲಹೆ ನೀಡಿದರು. ಭವಿಷ್ಯದ ಭಾರತ ನಿರ್ಮಾಣದಲ್ಲಿ ತಂತ್ರಜ್ಞಾನದ ಪಾತ್ರ ಮಹತ್ವದ್ದಾಗಿದೆ. ಸುಧಾರಿತ ಪಠ್ಯಕ್ರಮ, ಸಂಶೋಧನೆ ಹಾಗೂ ಕೈಗಾರಿಕಾ ಸಹಯೋಗದ ಮೂಲಕ ವಿದ್ಯಾರ್ಥಿಗಳನ್ನು ಸಜ್ಜುಗೊಳಿಸಬೇಕು ಎಂದು ಹೇಳಿದರು. — [294, 866, 550, 1033]
reg-dot — [510, 1990, 519, 1999]
edition-city: ಬೆಂಗಳೂರು — [1198, 53, 1236, 64]
side-box-struggle — [1068, 404, 1298, 552]
side1-body: ಜನತೆಗೆ ಕಾಂಗ್ರೆಸ್ ಸರ್ಕಾರ ಸಮರ್ಪಕವಾಗಿ ಪಂಚ ಗ್ಯಾರಂಟಿಯನ್ನು ನೀಡಲು ವಿಫಲವಾಗಿದೆ. ಮಹಿಳೆಯರಿಗೆ 2,000 ರೂ. ನೀಡಲು ಯಾವುದಾದರೂ ಚುನಾವಣೆ ಬರಬೇಕು. ಆಗ ಒಂದೆರಡು ತಿಂಗಳ ಕಂತು ಹಾಕಿ ಕೈತೊಳೆದುಕೊಂಡು ಹೋಗುತ್ತಾರೆ. ಮಾಡುತ್ತಿಲ್ಲ. ಸಿದ್ದರಾಮಯ್ಯ ಅವರೇ ನೀವು ಮುಖ್ಯಮಂತ್ರಿ ಸ್ಥಾನದಲ್ಲಿ ಇರುವವರೆಗೂ ಜನರ ಹಣ ಲೂಟಿ ಮಾಡಬೇಡಿ ಎಂದು ನಿಖಿಲ್ ಕುಮಾರಸ್ವಾಮಿ ಟೀಕಿಸಿದರು. — [1076, 250, 1290, 365]
lead-col3: ಕ್ಷೇತ್ರ ತಾಲೂಕಿನಲ್ಲಿ ಎಂದರು. ಮುಖಂಡರು ತಾಲೂಕು, ಜಿಲ್ಲಾ ಮಟ್ಟದ ಪ್ರಮುಖ ಮುಖಂಡರು, ಕಾರ್ಯಕರ್ತರು ಸಮಾವೇಶದಲ್ಲಿ ಭಾಗವಹಿಸಿದ್ದರು. ಸದಸ್ಯತ್ವ ನೋಂದಣಿಗೆ ಪ್ರತ್ಯೇಕ ಕೌಂಟರ್ ತೆರೆಯಲಾಗಿತ್ತು. 25 ಸಾವಿರಕ್ಕೂ ಹೆಚ್ಚು ಸದಸ್ಯರ ನೋಂದಣಿ ಗುರಿ ಹೊಂದಲಾಗಿದೆ. ಯುವಕರು, ಮಹಿಳೆಯರು ಹೆಚ್ಚಿನ ಸಂಖ್ಯೆಯಲ್ಲಿ ಭಾಗವಹಿಸಿ ನೋಂದಣಿ ಮಾಡಿಸಿಕೊಂಡರು. ಶಿಡ್ಲಘಟ್ಟ ವಿಧಾನಸಭಾ ಕ್ಷೇತ್ರದ ಶಾಸಕ ರವಿಕುಮಾರ್, ಜೆಡಿಎಸ್ ಜಿಲ್ಲಾಧ್ಯಕ್ಷರು, ತಾಲೂಕು ಅಧ್ಯಕ್ಷರು, ಮಹಿಳಾ ಘಟಕದ ಅಧ್ಯಕ್ಷರು ಸೇರಿದಂತೆ ಹಲವು ಮುಖಂಡರು ಉಪಸ್ಥಿತರಿದ್ದರು. — [810, 474, 1060, 610]
kempe-body2: ನಾಡಪ್ರಭು ಕೆಂಪೇಗೌಡ ಅವರು ನಾಡಿಗೆ ನೀಡಿದ ಕೊಡುಗೆ ಅಪಾರ. ಬೆಂಗಳೂರನ್ನು ವಿಶ್ವ ಭೂಪಟದಲ್ಲಿ ಗುರುತಿಸುವಂತೆ ಮಾಡಲು ಅವರ ದೂರದೃಷ್ಟಿಯೇ ಕಾರಣ. ಅವರ ಆದರ್ಶಗಳನ್ನು ಯುವ ಜನಾಂಗ ಪಾಲಿಸಬೇಕು. ಕೆರೆಗಳ ರಕ್ಷಣೆ, ಪರಿಸರ ಸಂರಕ್ಷಣೆ ಮಾಡುವುದು ನಮ್ಮೆಲ್ಲರ ಕರ್ತವ್ಯ ಎಂದು ಸ್ವಾಮೀಜಿ ಆಶೀರ್ವಚನ ನೀಡಿದರು. ಸಮಾರಂಭದಲ್ಲಿ ಪ್ರತಿಭಾ ಪುರಸ್ಕಾರ ನೀಡಿ ವಿದ್ಯಾರ್ಥಿಗಳನ್ನು ಗೌರವಿಸಲಾಯಿತು. — [302, 1412, 550, 1518]
photo-person — [546, 1712, 582, 1818]
color-registration-marks — [1210, 1990, 1255, 1999]
kirusuddi-label — [120, 112, 186, 137]
photo-person — [1238, 776, 1272, 936]
brief1-dateline: ದೊಡ್ಡಬಳ್ಳಾಪುರ: — [40, 218, 103, 232]
reg-dot — [858, 1990, 867, 1999]
book-body — [572, 1122, 818, 1322]
gauri-text-cont: ರಾಜ್ಯಾದ್ಯಂತ ಸಾಂಭ್ರಮದ ಗೌರಿ-ಗಣೇಶ ಹಬ್ಬ ಆಚರಣೆಗೆ ಸಿದ್ಧತೆ ನಡೆದಿದೆ. ನಗರದ ಕೆ.ಆರ್.ಮಾರುಕಟ್ಟೆ, ಮಲ್ಲೇಶ್ವರ, ಜಯನಗರ, ಯಶವಂತಪುರ ಸೇರಿದಂತೆ ವಿವಿಧ ಮಾರುಕಟ್ಟೆಗಳಲ್ಲಿ ಹಬ್ಬದ ಖರೀದಿ ಭರಾಟೆ ಜೋರಾಗಿದೆ. ಹೂವು, ಹಣ್ಣು, ಗೌರಿ-ಗಣೇಶ ಮೂರ್ತಿಗಳ ಖರೀದಿಗೆ ಜನರು ಮುಗಿಬಿದ್ದಿದ್ದಾರೆ. ಹೂವಿನ ಬೆಲೆ ಗಗನಕ್ಕೇರಿದ್ದು, ಕನಕಾಂಬರ, ಮಲ್ಲಿಗೆ, ಸೇವಂತಿಗೆ ದುಬಾರಿಯಾಗಿವೆ. — [702, 1858, 898, 1978]
side-box-guarantee — [1068, 222, 1298, 400]
bank-photo — [256, 1686, 678, 1818]
sanmana-badge — [256, 1824, 338, 1876]
tech-dateline: ಆನೇಕಲ್: — [294, 866, 333, 880]
newspaper-logo[interactable]: ಹೊಸದಿಗಂತ — [108, 10, 252, 50]
column-rule — [278, 90, 279, 1190]
brief2-headline[interactable]: ರೈಲ್ವೆ ಮಾರ್ಗ ಸಂ.97 ವಿದ್ಯುದೀಕರಣ — [125, 647, 264, 692]
photo-person — [633, 300, 681, 458]
kirusuddi-label-b: ಸುದ್ದಿ — [149, 112, 186, 137]
photo-swamiji — [450, 1706, 490, 1818]
photo-panelist — [494, 786, 524, 850]
photo-person — [354, 1708, 390, 1818]
photo-person — [592, 1710, 628, 1818]
photo-person — [823, 290, 875, 462]
photo-stage-banner — [553, 222, 1061, 292]
reg-dot — [162, 1990, 171, 1999]
gauri-body — [702, 1654, 898, 1852]
gauri-text: ರಾಜ್ಯಾದ್ಯಂತ ಸಾಂಭ್ರಮದ ಗೌರಿ-ಗಣೇಶ ಹಬ್ಬ ಆಚರಣೆಗೆ ಸಿದ್ಧತೆ ನಡೆದಿದೆ. ನಗರದ ಕೆ.ಆರ್.ಮಾರುಕಟ್ಟೆ, ಮಲ್ಲೇಶ್ವರ, ಜಯನಗರ, ಯಶವಂತಪುರ ಸೇರಿದಂತೆ ವಿವಿಧ ಮಾರುಕಟ್ಟೆಗಳಲ್ಲಿ ಹಬ್ಬದ ಖರೀದಿ ಭರಾಟೆ ಜೋರಾಗಿದೆ. ಹೂವು, ಹಣ್ಣು, ಗೌರಿ-ಗಣೇಶ ಮೂರ್ತಿಗಳ ಖರೀದಿಗೆ ಜನರು ಮುಗಿಬಿದ್ದಿದ್ದಾರೆ. ಹೂವಿನ ಬೆಲೆ ಗಗನಕ್ಕೇರಿದ್ದು, ಕನಕಾಂಬರ, ಮಲ್ಲಿಗೆ, ಸೇವಂತಿಗೆ ದುಬಾರಿಯಾಗಿವೆ. ಬಾಳೆ ಕಂದು, ಮಾವಿನ ಎಲೆ, ಕಬ್ಬು ಮಾರಾಟವೂ ಜೋರಾಗಿದೆ. ಪರಿಸರ ಸ್ನೇಹಿ ಮಣ್ಣಿನ ಗಣೇಶ ಮೂರ್ತಿಗಳಿಗೆ ಹೆಚ್ಚಿನ ಬೇಡಿಕೆ ವ್ಯಕ್ತವಾಗಿದೆ. ಪಿಒಪಿ ಮೂರ್ತಿಗಳ ಮಾರಾಟಕ್ಕೆ ನಿಷೇಧ ಹೇರಲಾಗಿದೆ. ಮಾರುಕಟ್ಟೆ ಪ್ರದೇಶದಲ್ಲಿ ಸಂಚಾರ ದಟ್ಟಣೆ — [702, 1654, 898, 1851]
photo-swamiji — [368, 1272, 414, 1406]
bank-highlight: ಬೆಂಗಳೂರಿನಲ್ಲಿ ವಿಶೇಷ ಸಾಧನೆ ಮಾಡಿದ ಉತ್ತರ ಕರ್ನಾಟಕ ಮೂಲದ ಸಾಧಕರಾದ ದೇಸಾಯಿ ಶುಗರ್ಸ್ ಮಾಲೀಕ ವಿದ್ಯಾಧರ ದೇಸಾಯಿ, ವೈದ್ಯ ಡಾ.ರವಿಕುಮಾರ, ಸಾಹಿತಿ ರಾಮಕೃಷ್ಣ ಸೇರಿದಂತೆ ಹಲವರನ್ನು ಸನ್ಮಾನಿಸಲಾಯಿತು. — [342, 1824, 678, 1880]
bank-headline[interactable]: ಬಂಡವಾಳ ಹೂಡಿಕೆಯಿಂದ ಉದ್ಯೋಗ ಸೃಷ್ಟಿ — [40, 1631, 513, 1671]
police-dateline: ರಾಮನಗರ: — [572, 722, 617, 736]
hanuman-body — [572, 1382, 922, 1578]
date-box — [1158, 22, 1290, 82]
gauri-box-headline[interactable]: 500 ಮಣ್ಣಿನ ಗಣೇಶ ಮೂರ್ತಿ ವಿತರಣೆ — [914, 1862, 1119, 1880]
sanmana-badge-text: ಸಾಧಕರಿಗೆ ಸನ್ಮಾನ — [273, 1830, 321, 1870]
side2-headline[interactable]: ಹೋರಾಟಕ್ಕೆ ಫಲ ದೊರಕಲಿದೆ — [1076, 410, 1224, 428]
photo-swamiji — [400, 1704, 440, 1818]
photo-person — [1194, 770, 1228, 936]
photo-panelist — [306, 790, 336, 850]
row-rule — [566, 1058, 1302, 1059]
brief2-body — [40, 698, 264, 1184]
tech-photo — [294, 760, 550, 860]
color-registration-marks — [474, 1990, 519, 1999]
photo-lamp — [472, 1320, 482, 1406]
book-photo — [826, 1124, 1300, 1234]
bank-dateline: ಬೆಂಗಳೂರು: — [40, 1686, 88, 1700]
photo-person — [1176, 1396, 1230, 1514]
lead-photo — [553, 222, 1061, 468]
photo-watermelons — [1108, 1786, 1300, 1852]
lead-col1 — [292, 220, 544, 656]
row-rule — [36, 1584, 1302, 1585]
reg-dot — [870, 1990, 879, 1999]
book-headline[interactable]: ಉತ್ತಮ ಪುಸ್ತಕ ಬರೆಯುವ ಹಂಬಲ ಇರಲಿ — [574, 1068, 1089, 1112]
color-registration-marks — [834, 1990, 879, 1999]
photo-person — [1150, 766, 1186, 936]
photo-flower-heaps — [906, 1776, 1104, 1852]
row-rule — [286, 664, 1302, 665]
kempe-dateline: ಬೆಂಗಳೂರು: — [40, 1246, 88, 1260]
kempe-photo — [302, 1250, 550, 1406]
photo-person — [1064, 776, 1098, 936]
page-number: ೦೮ — [228, 48, 261, 81]
photo-person — [322, 1278, 358, 1406]
reg-dot — [1222, 1990, 1231, 1999]
photo-panelist — [370, 786, 400, 850]
